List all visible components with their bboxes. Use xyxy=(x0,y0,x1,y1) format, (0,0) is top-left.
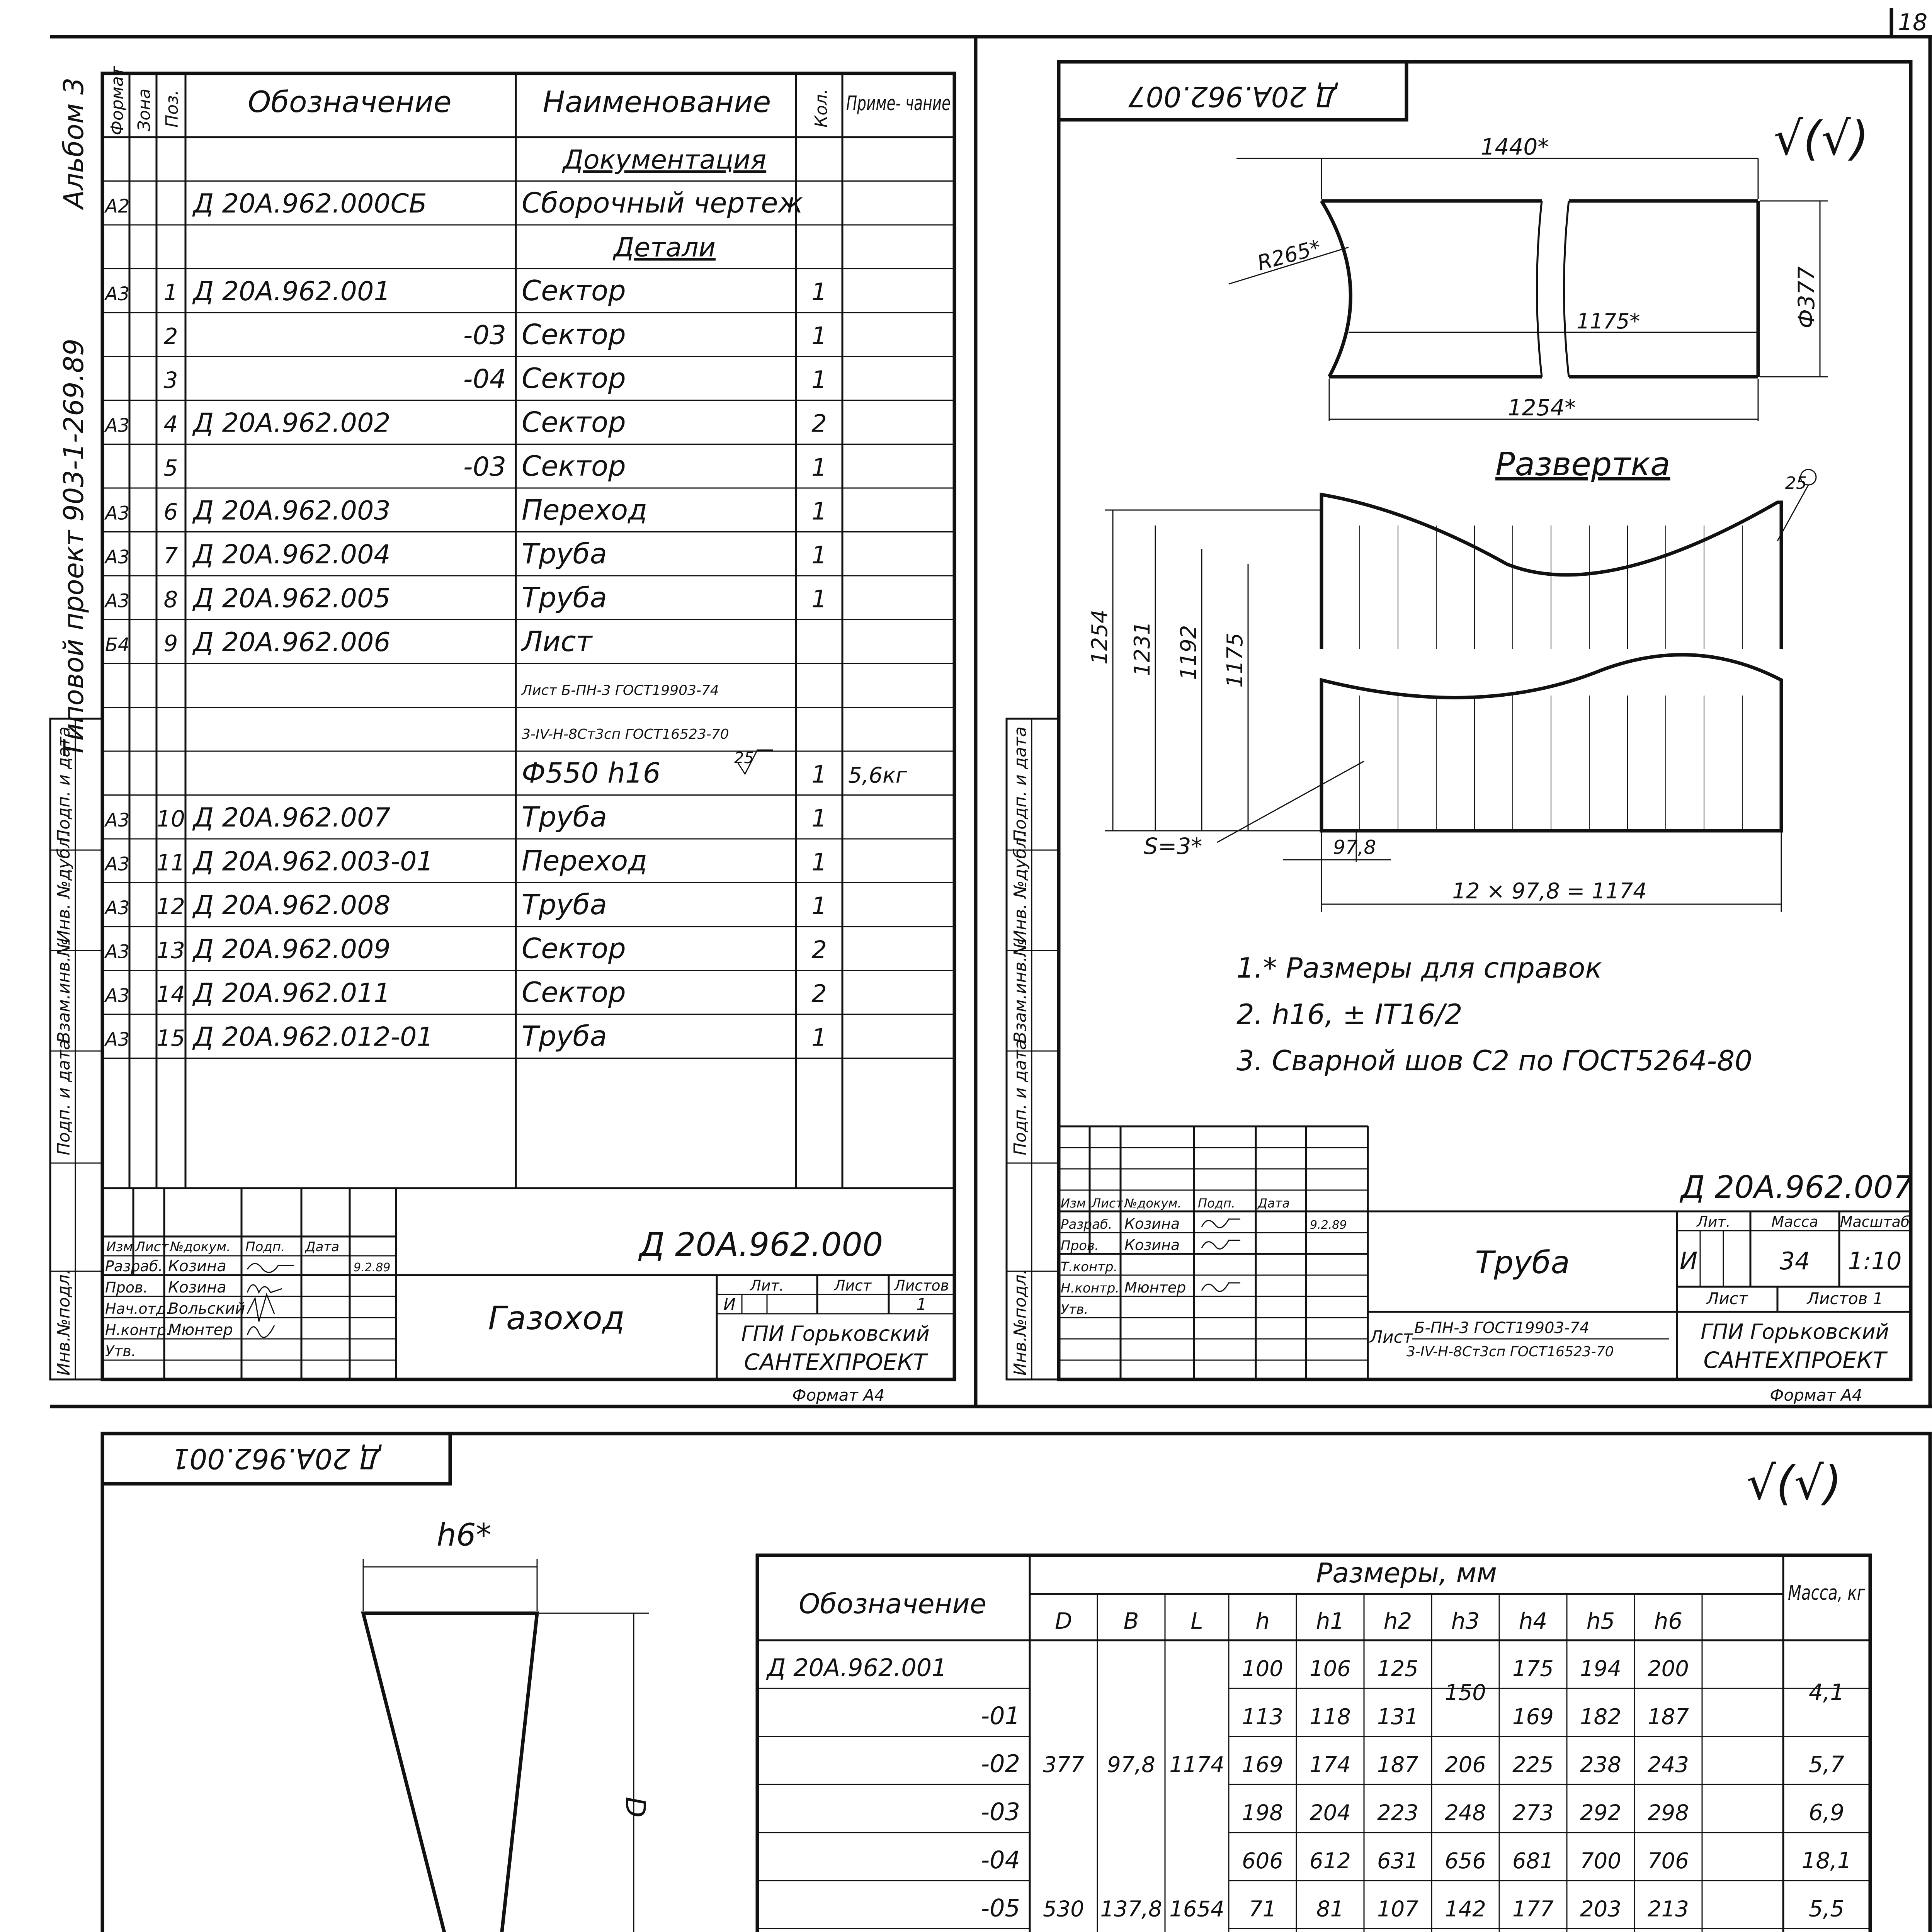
spec-cell-qty: 2 xyxy=(811,980,827,1008)
pipe-material-1: Б-ПН-3 ГОСТ19903-74 xyxy=(1414,1319,1590,1337)
dim-r265: R265* xyxy=(1255,235,1324,276)
dev-1192: 1192 xyxy=(1176,625,1201,680)
tb-header-date: Дата xyxy=(1258,1196,1290,1211)
tb-role: Т.контр. xyxy=(1061,1259,1118,1275)
dim-1440: 1440* xyxy=(1480,134,1549,160)
signature-icon xyxy=(1202,1240,1240,1249)
tb-header-sign: Подп. xyxy=(1198,1196,1235,1211)
spec-cell-name: Сектор xyxy=(522,450,626,483)
table-cell-h5: 700 xyxy=(1580,1849,1621,1874)
tb-lit-label: Лит. xyxy=(750,1277,784,1294)
tb-role-3: Нач.отд. xyxy=(105,1300,171,1317)
pipe-lit-label: Лит. xyxy=(1697,1213,1731,1230)
pipe-view xyxy=(1229,134,1828,421)
tb-sign: Подп. xyxy=(245,1239,285,1255)
pipe-development xyxy=(1087,469,1816,912)
table-cell-h6: 213 xyxy=(1648,1896,1689,1922)
table-designation: -02 xyxy=(981,1750,1020,1778)
spec-cell-qty: 1 xyxy=(811,760,827,789)
table-cell-h3: 206 xyxy=(1445,1752,1486,1778)
table-cell-h4: 273 xyxy=(1512,1800,1554,1826)
strip-label-2: Инв. №дубл. xyxy=(54,832,74,943)
tb-role: Разраб. xyxy=(1061,1217,1112,1232)
tb-lit: И xyxy=(723,1295,736,1314)
spec-cell-name: Труба xyxy=(522,581,607,614)
table-cell-h1: 106 xyxy=(1310,1656,1351,1682)
spec-cell-qty: 1 xyxy=(811,453,827,482)
spec-cell-qty: 1 xyxy=(811,497,827,526)
strip2-label-4: Подп. и дата xyxy=(1010,1039,1030,1155)
spec-cell-pos: 8 xyxy=(163,586,178,613)
spec-cell-format: А3 xyxy=(105,897,130,919)
strip-label-5: Инв.№подл. xyxy=(54,1269,74,1376)
hdr-zone: Зона xyxy=(134,88,154,131)
spec-cell-format: А3 xyxy=(105,546,130,568)
pipe-note-2: 2. h16, ± IT16/2 xyxy=(1236,998,1463,1031)
table-cell-h: 198 xyxy=(1242,1800,1283,1826)
dev-s3: S=3* xyxy=(1144,833,1202,859)
table-col-header: D xyxy=(1055,1608,1072,1634)
spec-cell-pos: 3 xyxy=(163,367,178,394)
table-cell-h4: 175 xyxy=(1512,1656,1554,1682)
spec-cell-pos: 9 xyxy=(163,630,178,657)
table-cell-h3: 150 xyxy=(1445,1680,1486,1706)
spec-cell-name: Сборочный чертеж xyxy=(522,187,803,219)
spec-cell-name: Труба xyxy=(522,1020,607,1053)
spec-cell-pos: 1 xyxy=(163,279,178,306)
sector-sketch xyxy=(363,1517,651,1932)
spec-cell-designation: Д 20А.962.011 xyxy=(193,978,391,1009)
dev-roughness: 25 xyxy=(1785,473,1807,493)
dim-1254: 1254* xyxy=(1507,395,1576,421)
spec-cell-format: А3 xyxy=(105,941,130,963)
hdr-name: Наименование xyxy=(543,85,771,119)
tb-role-2: Пров. xyxy=(105,1279,148,1296)
spec-cell-name: Лист Б-ПН-3 ГОСТ19903-74 xyxy=(522,682,719,699)
spec-cell-designation: Д 20А.962.012-01 xyxy=(193,1022,434,1053)
spec-cell-format: А3 xyxy=(105,502,130,524)
tb-person-name: Козина xyxy=(1124,1215,1180,1232)
spec-cell-pos: 4 xyxy=(163,411,178,437)
pipe-lit: И xyxy=(1679,1247,1698,1275)
table-cell-D: 530 xyxy=(1043,1896,1084,1922)
table-col-header: L xyxy=(1190,1608,1203,1634)
tb-name-1: Козина xyxy=(168,1257,226,1275)
pipe-mass: 34 xyxy=(1779,1247,1810,1275)
dev-1254: 1254 xyxy=(1087,609,1112,665)
spec-cell-format: А3 xyxy=(105,1029,130,1051)
strip-label-4: Подп. и дата xyxy=(54,1039,74,1155)
strip2-label-3: Взам.инв.№ xyxy=(1010,939,1030,1043)
tb-name-2: Козина xyxy=(168,1279,226,1296)
spec-cell-format: А3 xyxy=(105,415,130,437)
spec-cell-designation: Д 20А.962.007 xyxy=(193,803,391,833)
spec-cell-name: Сектор xyxy=(522,406,626,439)
pipe-note-1: 1.* Размеры для справок xyxy=(1236,952,1602,984)
table-cell-h2: 631 xyxy=(1377,1849,1418,1874)
tb-role-4: Н.контр. xyxy=(105,1321,171,1338)
pipe-scale-label: Масштаб xyxy=(1840,1213,1910,1230)
spec-cell-pos: 7 xyxy=(163,543,178,569)
tb-date: Дата xyxy=(305,1239,340,1255)
spec-name: Газоход xyxy=(488,1299,625,1337)
spec-cell-pos: 6 xyxy=(163,498,178,525)
table-cell-h2: 187 xyxy=(1377,1752,1418,1778)
spec-cell-designation: -04 xyxy=(463,364,506,395)
spec-cell-name: Переход xyxy=(522,493,647,526)
spec-cell-pos: 11 xyxy=(156,849,185,876)
sector-sheet xyxy=(102,1434,1930,1932)
spec-format: Формат А4 xyxy=(792,1386,885,1405)
pipe-name: Труба xyxy=(1475,1245,1570,1281)
spec-cell-name: Документация xyxy=(563,145,767,175)
spec-cell-format: А3 xyxy=(105,810,130,832)
spec-code: Д 20А.962.000 xyxy=(639,1226,883,1264)
pipe-org-1: ГПИ Горьковский xyxy=(1701,1320,1889,1344)
spec-cell-designation: Д 20А.962.004 xyxy=(193,539,391,570)
spec-org-2: САНТЕХПРОЕКТ xyxy=(744,1349,927,1375)
tbl-hdr-mass: Масса, кг xyxy=(1788,1582,1866,1605)
spec-cell-designation: -03 xyxy=(463,452,506,483)
spec-cell-pos: 12 xyxy=(156,893,185,920)
pipe-sheet-label: Лист xyxy=(1706,1289,1748,1308)
dev-step: 97,8 xyxy=(1333,836,1376,859)
spec-cell-name: Сектор xyxy=(522,362,626,395)
table-col-header: h4 xyxy=(1519,1608,1548,1634)
spec-cell-name: Труба xyxy=(522,537,607,570)
spec-cell-designation: Д 20А.962.009 xyxy=(193,934,391,965)
spec-cell-pos: 15 xyxy=(156,1025,185,1051)
pipe-note-3: 3. Сварной шов С2 по ГОСТ5264-80 xyxy=(1236,1044,1753,1077)
spec-org-1: ГПИ Горьковский xyxy=(741,1321,930,1346)
table-cell-mass: 6,9 xyxy=(1808,1799,1845,1826)
tb-list: Лист xyxy=(135,1239,169,1255)
pipe-org-2: САНТЕХПРОЕКТ xyxy=(1703,1347,1886,1373)
table-cell-h1: 612 xyxy=(1310,1849,1351,1874)
sketch-D: D xyxy=(619,1797,651,1818)
spec-cell-qty: 1 xyxy=(811,804,827,833)
table-cell-L: 1174 xyxy=(1169,1752,1225,1778)
spec-cell-qty: 1 xyxy=(811,585,827,613)
spec-cell-designation: Д 20А.962.003-01 xyxy=(193,846,434,877)
spec-rows xyxy=(102,145,954,1058)
hdr-pos: Поз. xyxy=(162,90,182,128)
table-cell-h: 169 xyxy=(1242,1752,1283,1778)
size-table xyxy=(757,1555,1870,1932)
pipe-mirror-code: Д 20А.962.007 xyxy=(1128,80,1337,113)
spec-cell-qty: 1 xyxy=(811,278,827,306)
table-cell-h1: 174 xyxy=(1310,1752,1351,1778)
table-cell-h5: 203 xyxy=(1580,1896,1621,1922)
tb-role: Н.контр. xyxy=(1061,1281,1120,1296)
table-designation: Д 20А.962.001 xyxy=(767,1653,947,1682)
sector-roughness: √(√) xyxy=(1747,1457,1842,1510)
spec-cell-designation: Д 20А.962.006 xyxy=(193,627,391,658)
binding-strip-top xyxy=(50,78,102,1379)
table-cell-h6: 706 xyxy=(1648,1849,1689,1874)
sketch-h6: h6* xyxy=(437,1517,492,1553)
table-designation: -01 xyxy=(981,1701,1020,1730)
tb-role: Пров. xyxy=(1061,1238,1099,1253)
spec-cell-note: 5,6кг xyxy=(848,763,907,788)
binding-strip-middle xyxy=(1007,719,1059,1379)
table-cell-h3: 248 xyxy=(1445,1800,1486,1826)
table-cell-B: 137,8 xyxy=(1100,1896,1162,1922)
spec-cell-name: Труба xyxy=(522,888,607,921)
spec-cell-name: Сектор xyxy=(522,976,626,1009)
spec-cell-name: Сектор xyxy=(522,274,626,307)
sector-mirror-code: Д 20А.962.001 xyxy=(172,1442,381,1475)
pipe-sheets-label: Листов 1 xyxy=(1807,1289,1883,1308)
table-cell-h3: 656 xyxy=(1445,1849,1486,1874)
pipe-scale: 1:10 xyxy=(1848,1247,1902,1275)
signature-2 xyxy=(247,1285,282,1293)
tb-person-date: 9.2.89 xyxy=(1310,1218,1347,1232)
spec-cell-pos: 13 xyxy=(156,937,185,964)
spec-cell-designation: Д 20А.962.000СБ xyxy=(193,189,427,219)
table-cell-mass: 18,1 xyxy=(1801,1847,1852,1874)
table-cell-h1: 204 xyxy=(1310,1800,1351,1826)
tb-doc: №докум. xyxy=(170,1239,231,1255)
table-designation: -04 xyxy=(981,1846,1020,1874)
spec-cell-qty: 1 xyxy=(811,1023,827,1052)
spec-cell-name: Труба xyxy=(522,801,607,833)
pipe-dev-hatch xyxy=(1360,526,1742,831)
table-cell-h6: 298 xyxy=(1648,1800,1689,1826)
dev-1231: 1231 xyxy=(1130,621,1155,676)
signature-1 xyxy=(247,1264,294,1272)
table-cell-h5: 182 xyxy=(1580,1704,1621,1730)
table-cell-h4: 177 xyxy=(1512,1896,1554,1922)
album-label: Альбом 3 xyxy=(58,77,90,209)
spec-sheet xyxy=(102,66,954,1405)
table-cell-h: 100 xyxy=(1242,1656,1283,1682)
strip-label-1: Подп. и дата xyxy=(54,726,74,842)
tb-name-4: Мюнтер xyxy=(168,1321,233,1339)
spec-cell-qty: 1 xyxy=(811,366,827,394)
spec-cell-designation: Д 20А.962.003 xyxy=(193,495,391,526)
table-cell-h2: 125 xyxy=(1377,1656,1418,1682)
tb-sheet-label: Лист xyxy=(834,1277,872,1294)
dev-total: 12 × 97,8 = 1174 xyxy=(1452,879,1647,904)
table-cell-h: 71 xyxy=(1248,1896,1277,1922)
tb-role: Утв. xyxy=(1061,1302,1088,1317)
table-cell-mass: 4,1 xyxy=(1808,1679,1845,1706)
signature-icon xyxy=(1202,1283,1240,1291)
strip-label-3: Взам.инв.№ xyxy=(54,939,74,1043)
pipe-mass-label: Масса xyxy=(1771,1213,1818,1230)
table-cell-h5: 238 xyxy=(1580,1752,1621,1778)
spec-cell-name: Детали xyxy=(614,232,716,263)
spec-cell-designation: Д 20А.962.001 xyxy=(193,276,391,307)
spec-cell-qty: 1 xyxy=(811,848,827,876)
pipe-sheet xyxy=(1059,62,1913,1405)
table-cell-h6: 187 xyxy=(1648,1704,1689,1730)
pipe-roughness: √(√) xyxy=(1774,112,1869,166)
pipe-material-2: 3-IV-Н-8Ст3сп ГОСТ16523-70 xyxy=(1406,1344,1614,1360)
pipe-code: Д 20А.962.007 xyxy=(1680,1169,1913,1205)
table-cell-h4: 681 xyxy=(1512,1849,1554,1874)
pipe-format: Формат А4 xyxy=(1770,1386,1862,1405)
dim-d377: Ф377 xyxy=(1793,266,1820,328)
strip2-label-2: Инв. №дубл. xyxy=(1010,832,1030,943)
table-cell-h6: 200 xyxy=(1648,1656,1689,1682)
spec-cell-pos: 2 xyxy=(163,323,178,350)
tb-header-doc: №докум. xyxy=(1124,1196,1182,1211)
table-cell-D: 377 xyxy=(1043,1752,1084,1778)
roughness-value: 25 xyxy=(734,749,754,767)
spec-cell-name: Лист xyxy=(522,625,592,658)
spec-cell-name: Ф550 h16 xyxy=(522,757,661,789)
table-cell-h6: 243 xyxy=(1648,1752,1689,1778)
hdr-designation: Обозначение xyxy=(248,85,452,119)
spec-cell-qty: 2 xyxy=(811,409,827,438)
spec-cell-name: Переход xyxy=(522,844,647,877)
pipe-material-prefix: Лист xyxy=(1370,1327,1413,1347)
table-cell-h3: 142 xyxy=(1445,1896,1486,1922)
pipe-people xyxy=(1061,1196,1347,1317)
spec-cell-designation: -03 xyxy=(463,320,506,351)
table-cell-h4: 225 xyxy=(1512,1752,1554,1778)
spec-cell-format: Б4 xyxy=(105,634,130,656)
tb-role-1: Разраб. xyxy=(105,1258,163,1275)
table-col-header: h6 xyxy=(1654,1608,1683,1634)
spec-cell-designation: Д 20А.962.002 xyxy=(193,408,391,439)
spec-cell-pos: 5 xyxy=(163,455,178,481)
tb-sheets: 1 xyxy=(916,1295,927,1314)
pipe-title-block xyxy=(1059,1126,1913,1405)
table-cell-h4: 169 xyxy=(1512,1704,1554,1730)
strip2-label-5: Инв.№подл. xyxy=(1010,1269,1030,1376)
table-col-header: h xyxy=(1255,1608,1270,1634)
table-cell-h5: 292 xyxy=(1580,1800,1621,1826)
table-cell-L: 1654 xyxy=(1169,1896,1225,1922)
hdr-note: Приме- чание xyxy=(846,92,951,115)
spec-cell-qty: 2 xyxy=(811,935,827,964)
table-col-header: B xyxy=(1123,1608,1139,1634)
strip2-label-1: Подп. и дата xyxy=(1010,726,1030,842)
table-cell-h: 606 xyxy=(1242,1849,1283,1874)
spec-cell-format: А3 xyxy=(105,853,130,875)
spec-cell-format: А3 xyxy=(105,590,130,612)
table-cell-h2: 223 xyxy=(1377,1800,1418,1826)
spec-cell-format: А2 xyxy=(105,196,130,218)
spec-cell-name: Сектор xyxy=(522,318,626,351)
tb-sheets-label: Листов xyxy=(894,1277,949,1294)
spec-cell-designation: Д 20А.962.005 xyxy=(193,583,391,614)
table-cell-h: 113 xyxy=(1242,1704,1283,1730)
tb-date-1: 9.2.89 xyxy=(354,1261,391,1274)
tb-header-izm: Изм xyxy=(1061,1196,1086,1211)
table-col-header: h2 xyxy=(1383,1608,1412,1634)
tb-izm: Изм xyxy=(106,1239,133,1255)
table-col-header: h1 xyxy=(1316,1608,1345,1634)
table-cell-h5: 194 xyxy=(1580,1656,1621,1682)
spec-cell-pos: 14 xyxy=(156,981,185,1008)
project-label: Типовой проект 903-1-269.89 xyxy=(58,338,90,757)
tb-person-name: Козина xyxy=(1124,1236,1180,1253)
tbl-hdr-sizes: Размеры, мм xyxy=(1316,1557,1497,1589)
table-cell-h1: 81 xyxy=(1316,1896,1344,1922)
table-cell-h2: 107 xyxy=(1377,1896,1418,1922)
spec-cell-qty: 1 xyxy=(811,892,827,920)
spec-cell-name: Сектор xyxy=(522,932,626,965)
table-cell-h1: 118 xyxy=(1310,1704,1351,1730)
page-number: 18 xyxy=(1898,9,1928,36)
hdr-format: Формат xyxy=(107,66,127,135)
size-table-cells xyxy=(757,1594,1870,1932)
table-cell-mass: 5,5 xyxy=(1808,1895,1845,1922)
tb-person-name: Мюнтер xyxy=(1124,1279,1186,1296)
dev-1175: 1175 xyxy=(1223,633,1248,688)
tbl-hdr-designation: Обозначение xyxy=(799,1588,986,1620)
tb-name-3: Вольский xyxy=(168,1300,245,1318)
spec-cell-format: А3 xyxy=(105,985,130,1007)
table-designation: -03 xyxy=(981,1798,1020,1826)
table-col-header: h3 xyxy=(1451,1608,1480,1634)
spec-cell-name: 3-IV-Н-8Ст3сп ГОСТ16523-70 xyxy=(522,726,729,743)
tb-role-5: Утв. xyxy=(105,1343,136,1360)
table-designation: -05 xyxy=(981,1894,1020,1922)
table-cell-B: 97,8 xyxy=(1107,1752,1155,1778)
signature-4 xyxy=(247,1325,274,1337)
spec-cell-designation: Д 20А.962.008 xyxy=(193,890,391,921)
tb-header-list: Лист xyxy=(1092,1196,1123,1211)
table-cell-h2: 131 xyxy=(1377,1704,1418,1730)
spec-cell-pos: 10 xyxy=(156,806,185,832)
spec-title-block xyxy=(102,1188,954,1405)
signature-icon xyxy=(1202,1219,1240,1228)
pipe-dev-title: Развертка xyxy=(1495,445,1670,483)
spec-cell-format: А3 xyxy=(105,283,130,305)
spec-cell-qty: 1 xyxy=(811,321,827,350)
table-cell-mass: 5,7 xyxy=(1808,1751,1845,1778)
hdr-qty: Кол. xyxy=(811,88,831,128)
dim-1175: 1175* xyxy=(1577,309,1640,333)
spec-cell-qty: 1 xyxy=(811,541,827,570)
table-col-header: h5 xyxy=(1586,1608,1615,1634)
